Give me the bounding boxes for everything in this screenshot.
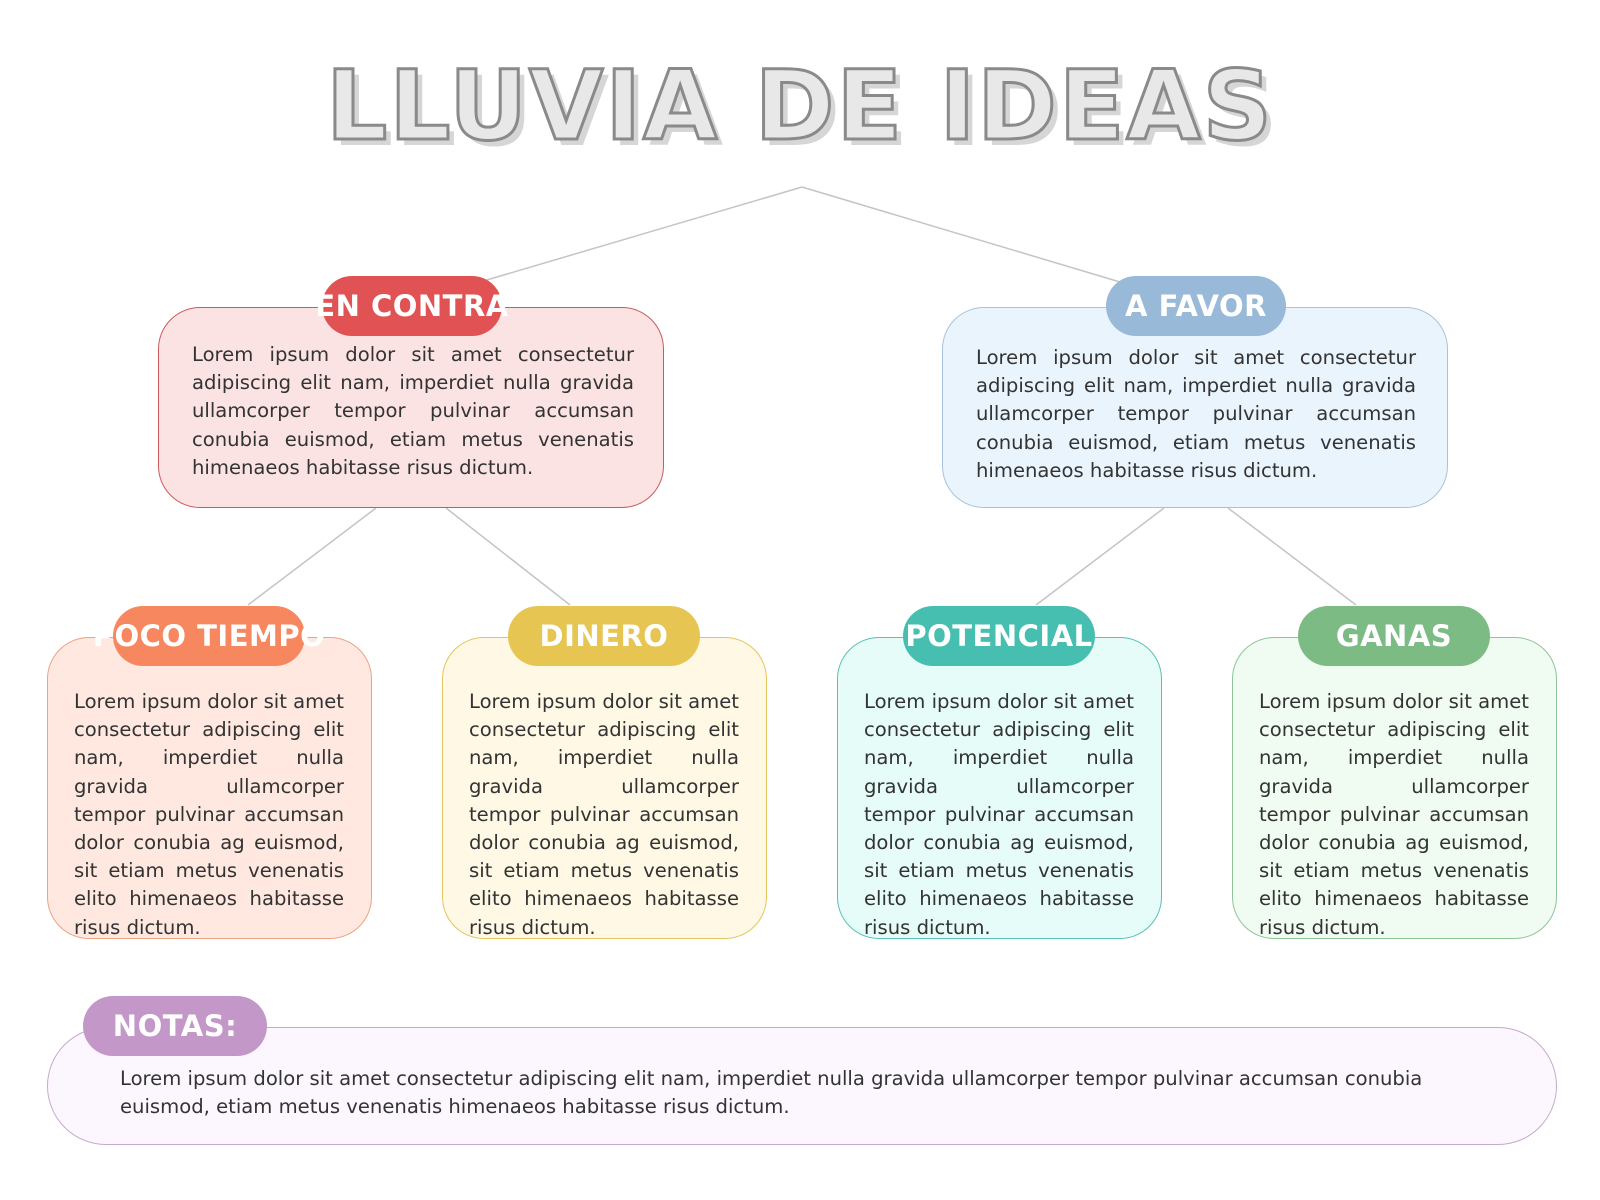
dinero-text: Lorem ipsum dolor sit amet consectetur adipiscing elit nam, imperdiet nulla gravida ullamcorper tempor pulvinar accumsan dolor conubia ag euismod, sit etiam metus venenatis elito himenaeos habitasse risus dictum.: [469, 690, 739, 939]
connector-title-a-favor: [802, 187, 1120, 282]
dinero-label: DINERO: [508, 606, 700, 666]
connector-en-contra-poco-tiempo: [248, 508, 376, 605]
connector-a-favor-potencial: [1036, 508, 1164, 605]
connector-en-contra-dinero: [446, 508, 570, 605]
connector-title-en-contra: [480, 187, 802, 282]
potencial-label: POTENCIAL: [903, 606, 1095, 666]
ganas-label: GANAS: [1298, 606, 1490, 666]
potencial-text: Lorem ipsum dolor sit amet consectetur adipiscing elit nam, imperdiet nulla gravida ullamcorper tempor pulvinar accumsan dolor conubia ag euismod, sit etiam metus venenatis elito himenaeos habitasse risus dictum.: [864, 690, 1134, 939]
notas-label: NOTAS:: [83, 996, 267, 1056]
en-contra-label: EN CONTRA: [322, 276, 502, 336]
poco-tiempo-label: POCO TIEMPO: [113, 606, 305, 666]
notas-text: Lorem ipsum dolor sit amet consectetur adipiscing elit nam, imperdiet nulla gravida ullamcorper tempor pulvinar accumsan conubia euismod, etiam metus venenatis himenaeos habitasse risus dictum.: [120, 1067, 1423, 1118]
poco-tiempo-text: Lorem ipsum dolor sit amet consectetur adipiscing elit nam, imperdiet nulla gravida ullamcorper tempor pulvinar accumsan dolor conubia ag euismod, sit etiam metus venenatis elito himenaeos habitasse risus dictum.: [74, 690, 344, 939]
en-contra-text: Lorem ipsum dolor sit amet consectetur adipiscing elit nam, imperdiet nulla gravida ullamcorper tempor pulvinar accumsan conubia euismod, etiam metus venenatis himenaeos habitasse risus dictum.: [192, 343, 634, 479]
page-title: LLUVIA DE IDEAS: [326, 50, 1274, 162]
connector-a-favor-ganas: [1228, 508, 1356, 605]
a-favor-text: Lorem ipsum dolor sit amet consectetur adipiscing elit nam, imperdiet nulla gravida ullamcorper tempor pulvinar accumsan conubia euismod, etiam metus venenatis himenaeos habitasse risus dictum.: [976, 346, 1416, 482]
ganas-text: Lorem ipsum dolor sit amet consectetur adipiscing elit nam, imperdiet nulla gravida ullamcorper tempor pulvinar accumsan dolor conubia ag euismod, sit etiam metus venenatis elito himenaeos habitasse risus dictum.: [1259, 690, 1529, 939]
a-favor-label: A FAVOR: [1106, 276, 1286, 336]
